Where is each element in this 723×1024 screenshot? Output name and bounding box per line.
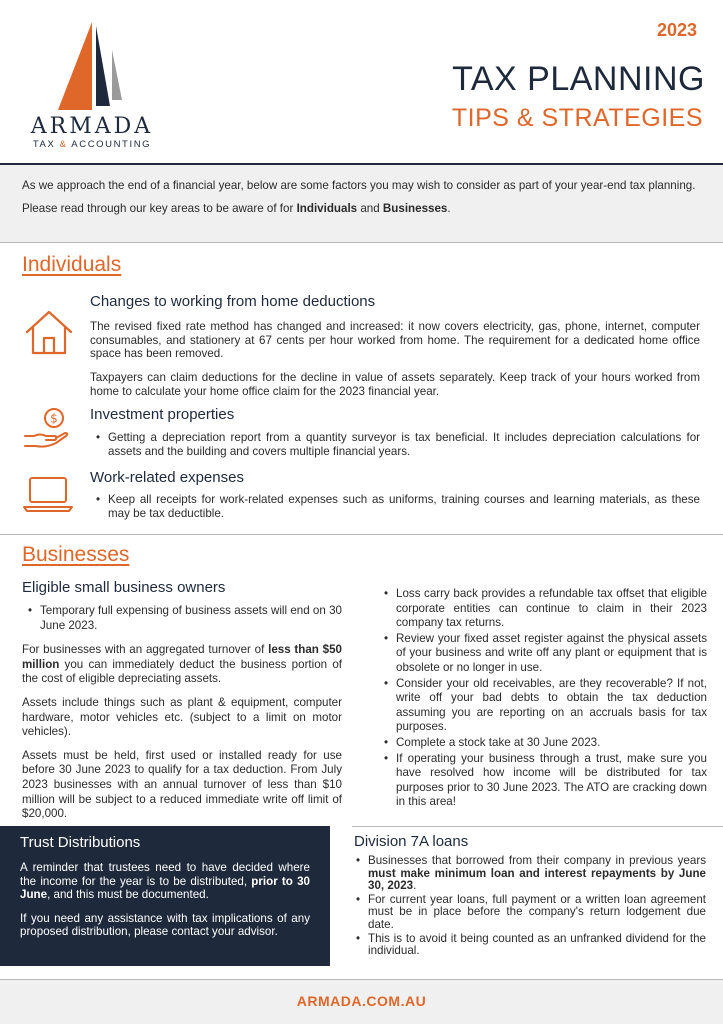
list-item: • Complete a stock take at 30 June 2023. — [382, 736, 707, 751]
heading-small-business: Eligible small business owners — [22, 579, 226, 596]
sail-logo-icon — [52, 20, 132, 120]
website-link[interactable]: ARMADA.COM.AU — [296, 993, 427, 1009]
text-span: you can immediately deduct the business portion of the cost of eligible depreciating assets. — [22, 657, 342, 686]
bold-repayments: must make minimum loan and interest repayments by June 30, 2023 — [368, 866, 706, 893]
bold-prior-to-june: prior to 30 June — [20, 874, 310, 902]
work-expenses-list — [94, 493, 700, 521]
wfh-paragraph-2: Taxpayers can claim deductions for the decline in value of assets separately. Keep track of your hours worked from home to calculate your home office claim for the 2023 financial year. — [90, 371, 700, 398]
bold-turnover: less than $50 million — [22, 643, 342, 671]
house-icon — [24, 308, 74, 356]
list-item: • If operating your business through a trust, make sure you have resolved how income will be distributed for tax purposes prior to 30 June 2023. The ATO are cracking down in this area! — [382, 752, 707, 810]
intro-bold-businesses: Businesses — [382, 202, 448, 215]
division-7a-list — [354, 855, 706, 959]
list-item: • Keep all receipts for work-related expenses such as uniforms, training courses and learning materials, as these may be tax deductible. — [94, 493, 700, 520]
money-hand-icon — [22, 406, 72, 450]
intro-band — [0, 165, 723, 242]
list-item: • Review your fixed asset register against the physical assets of your business and write off any plant or equipment that is obsolete or no longer in use. — [382, 632, 707, 676]
business-tips-column — [382, 587, 707, 811]
assets-held-paragraph: Assets must be held, first used or installed ready for use before 30 June 2023 to qualify for a tax deduction. From July 2023 businesses with an annual turnover of less than $10 million will be subject to a reduced immediate write off limit of $20,000. — [22, 748, 342, 821]
intro-bold-individuals: Individuals — [296, 202, 358, 215]
text-span: , and this must be documented. — [47, 888, 209, 902]
list-item: • Consider your old receivables, are they recoverable? If not, write off your bad debts to obtain the tax deduction assuming you are reporting on an accruals basis for tax purposes. — [382, 677, 707, 735]
intro-text: . — [447, 202, 451, 215]
text-span: Businesses that borrowed from their company in previous years — [368, 854, 706, 867]
text-span: For businesses with an aggregated turnover of — [22, 643, 269, 657]
section-title-businesses: Businesses — [22, 543, 130, 566]
list-item: • Getting a depreciation report from a quantity surveyor is tax beneficial. It includes depreciation calculations for assets and the building and covers multiple financial years. — [94, 431, 700, 458]
small-business-column — [22, 604, 342, 831]
heading-wfh: Changes to working from home deductions — [90, 293, 376, 310]
intro-text: and — [357, 202, 383, 215]
text-span: . — [413, 879, 417, 893]
trust-paragraph-1 — [20, 861, 310, 902]
page-title: TAX PLANNING — [452, 60, 705, 98]
intro-text: Please read through our key areas to be aware of for — [22, 202, 297, 215]
trust-distributions-panel — [0, 826, 330, 966]
heading-division-7a: Division 7A loans — [354, 833, 469, 850]
page-subtitle: TIPS & STRATEGIES — [451, 104, 703, 132]
wfh-paragraph-1: The revised fixed rate method has changed and increased: it now covers electricity, gas, phone, internet, computer consumables, and stationery at 67 cents per hour worked from home. The requirement for a dedicated home office space has been removed. — [90, 320, 700, 361]
list-item: • Temporary full expensing of business assets will end on 30 June 2023. — [26, 604, 342, 633]
year-label: 2023 — [656, 20, 697, 40]
page-header — [0, 0, 723, 163]
brand-tagline-part: ACCOUNTING — [67, 139, 152, 150]
section-divider — [0, 242, 723, 243]
svg-text:$: $ — [50, 411, 58, 426]
brand-tagline-part: TAX — [32, 139, 60, 150]
heading-trust: Trust Distributions — [20, 834, 141, 851]
heading-work-expenses: Work-related expenses — [90, 469, 244, 486]
text-span: A reminder that trustees need to have decided where the income for the year is to be distributed, — [20, 861, 310, 888]
list-item — [354, 855, 706, 893]
trust-paragraph-2: If you need any assistance with tax implications of any proposed distribution, please contact your advisor. — [20, 911, 310, 939]
section-title-individuals: Individuals — [22, 253, 122, 276]
turnover-paragraph — [22, 643, 342, 687]
section-divider — [352, 826, 723, 827]
intro-paragraph: As we approach the end of a financial year, below are some factors you may wish to consider as part of your year-end tax planning. — [22, 179, 696, 192]
business-tips-list — [382, 587, 707, 810]
footer-website — [0, 980, 723, 1024]
heading-investment: Investment properties — [90, 406, 235, 423]
list-item: • Loss carry back provides a refundable tax offset that eligible corporate entities can continue to claim in their 2023 company tax returns. — [382, 587, 707, 631]
list-item: • For current year loans, full payment or a written loan agreement must be in place before the company's return lodgement due date. — [354, 894, 706, 932]
laptop-icon — [22, 474, 74, 514]
brand-tagline-amp: & — [59, 139, 68, 150]
brand-tagline — [22, 139, 162, 150]
investment-list — [94, 431, 700, 459]
intro-paragraph-2 — [22, 202, 701, 216]
small-business-list — [22, 604, 342, 633]
section-divider — [0, 534, 723, 535]
list-item: • This is to avoid it being counted as an unfranked dividend for the individual. — [354, 933, 706, 958]
assets-paragraph: Assets include things such as plant & equipment, computer hardware, motor vehicles etc. (subject to a limit on motor vehicles). — [22, 695, 342, 739]
brand-name: ARMADA — [30, 114, 154, 139]
